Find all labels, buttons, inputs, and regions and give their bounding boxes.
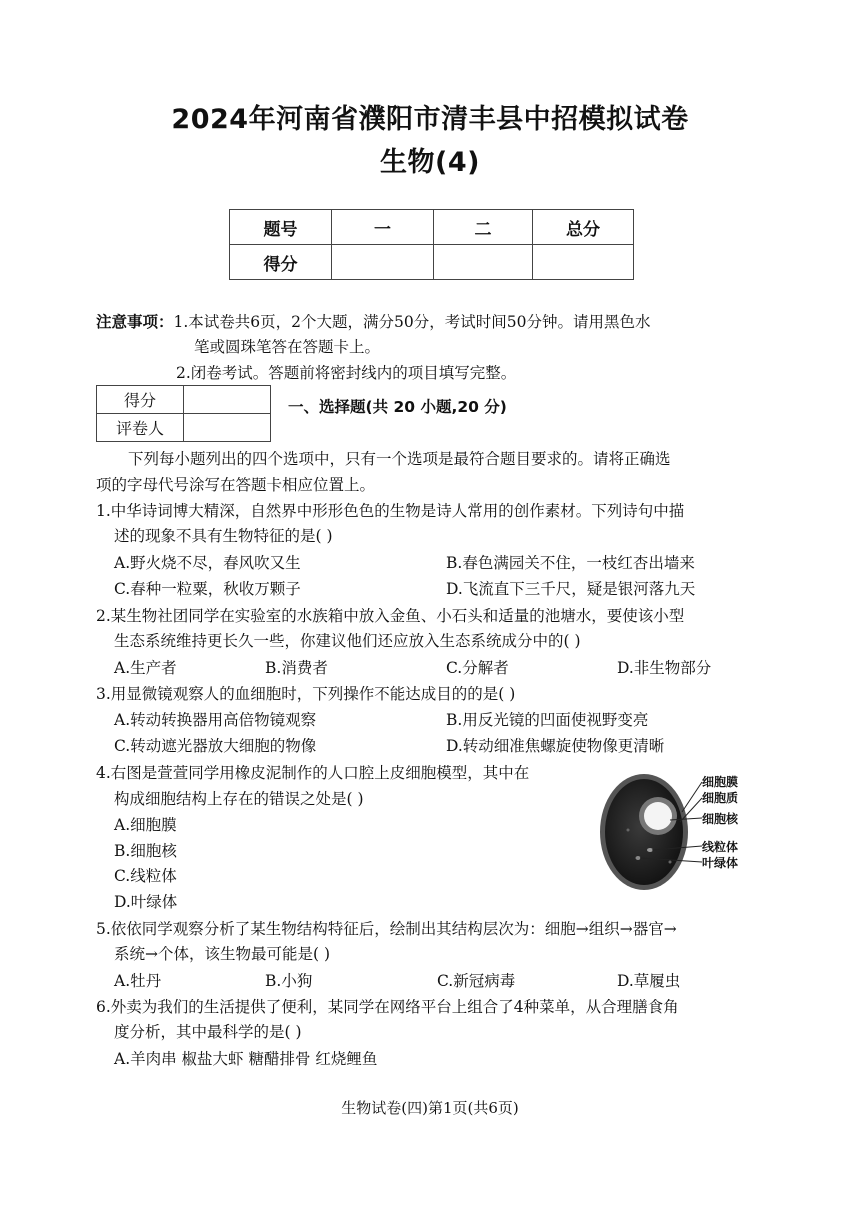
question-4-line2: 构成细胞结构上存在的错误之处是( ) <box>114 790 364 808</box>
question-4-line1: 4.右图是萱萱同学用橡皮泥制作的人口腔上皮细胞模型，其中在 <box>96 764 530 782</box>
question-2-option-c[interactable]: C.分解者 <box>446 659 509 677</box>
question-6-line2: 度分析，其中最科学的是( ) <box>114 1023 302 1041</box>
score-row-label: 得分 <box>230 245 332 280</box>
question-3-option-b[interactable]: B.用反光镜的凹面使视野变亮 <box>446 711 649 729</box>
notes-item1-line1: 注意事项：1.本试卷共6页，2个大题，满分50分，考试时间50分钟。请用黑色水 <box>96 313 651 331</box>
notes-item1-line2: 笔或圆珠笔答在答题卡上。 <box>194 338 381 356</box>
exam-subtitle: 生物(4) <box>380 147 480 178</box>
question-5-option-a[interactable]: A.牡丹 <box>114 972 162 990</box>
question-4-option-a[interactable]: A.细胞膜 <box>114 816 177 834</box>
question-1-line2: 述的现象不具有生物特征的是( ) <box>114 527 333 545</box>
question-5-line2: 系统→个体，该生物最可能是( ) <box>114 945 331 963</box>
question-5-option-d[interactable]: D.草履虫 <box>617 972 681 990</box>
question-2-option-b[interactable]: B.消费者 <box>265 659 328 677</box>
question-5-line1: 5.依依同学观察分析了某生物结构特征后，绘制出其结构层次为：细胞→组织→器官→ <box>96 920 677 938</box>
page-footer: 生物试卷(四)第1页(共6页) <box>341 1099 519 1117</box>
figure-label-mitochondria: 线粒体 <box>702 840 739 854</box>
question-4-option-d[interactable]: D.叶绿体 <box>114 893 178 911</box>
score-table <box>229 209 634 280</box>
figure-label-membrane: 细胞膜 <box>702 775 739 789</box>
score-header-part2: 二 <box>434 210 533 245</box>
score-cell-part2[interactable] <box>434 245 533 280</box>
score-cell-total[interactable] <box>533 245 634 280</box>
question-3-option-c[interactable]: C.转动遮光器放大细胞的物像 <box>114 737 317 755</box>
grader-score-label: 得分 <box>97 386 184 414</box>
question-2-option-a[interactable]: A.生产者 <box>114 659 177 677</box>
question-6-line1: 6.外卖为我们的生活提供了便利，某同学在网络平台上组合了4种菜单，从合理膳食角 <box>96 998 679 1016</box>
grader-box <box>96 385 271 442</box>
question-1-option-d[interactable]: D.飞流直下三千尺，疑是银河落九天 <box>446 580 696 598</box>
question-1-option-b[interactable]: B.春色满园关不住，一枝红杏出墙来 <box>446 554 695 572</box>
grader-score-cell[interactable] <box>184 386 271 414</box>
question-6-option-a[interactable]: A.羊肉串 椒盐大虾 糖醋排骨 红烧鲤鱼 <box>114 1050 378 1068</box>
score-header-total: 总分 <box>533 210 634 245</box>
question-2-option-d[interactable]: D.非生物部分 <box>617 659 712 677</box>
question-2-line1: 2.某生物社团同学在实验室的水族箱中放入金鱼、小石头和适量的池塘水，要使该小型 <box>96 607 685 625</box>
question-5-option-b[interactable]: B.小狗 <box>265 972 313 990</box>
question-2-line2: 生态系统维持更长久一些，你建议他们还应放入生态系统成分中的( ) <box>114 632 581 650</box>
cell-model-figure <box>598 770 774 898</box>
question-3-option-a[interactable]: A.转动转换器用高倍物镜观察 <box>114 711 317 729</box>
question-3-option-d[interactable]: D.转动细准焦螺旋使物像更清晰 <box>446 737 665 755</box>
grader-name-cell[interactable] <box>184 414 271 442</box>
figure-label-chloroplast: 叶绿体 <box>702 856 739 870</box>
figure-label-cytoplasm: 细胞质 <box>702 791 739 805</box>
section1-intro-line2: 项的字母代号涂写在答题卡相应位置上。 <box>96 476 376 494</box>
score-header-number: 题号 <box>230 210 332 245</box>
notes-label: 注意事项： <box>96 313 174 331</box>
notes-item2: 2.闭卷考试。答题前将密封线内的项目填写完整。 <box>176 364 517 382</box>
question-3-line1: 3.用显微镜观察人的血细胞时，下列操作不能达成目的的是( ) <box>96 685 516 703</box>
grader-name-label: 评卷人 <box>97 414 184 442</box>
cell-model-illustration <box>598 770 774 898</box>
question-4-option-b[interactable]: B.细胞核 <box>114 842 177 860</box>
score-cell-part1[interactable] <box>332 245 434 280</box>
chloroplast-shape <box>636 856 641 860</box>
section1-intro-line1: 下列每小题列出的四个选项中，只有一个选项是最符合题目要求的。请将正确选 <box>128 450 671 468</box>
section1-heading: 一、选择题(共 20 小题,20 分) <box>288 398 507 416</box>
question-1-option-a[interactable]: A.野火烧不尽，春风吹又生 <box>114 554 301 572</box>
figure-label-nucleus: 细胞核 <box>702 812 739 826</box>
question-5-option-c[interactable]: C.新冠病毒 <box>437 972 516 990</box>
question-1-line1: 1.中华诗词博大精深，自然界中形形色色的生物是诗人常用的创作素材。下列诗句中描 <box>96 502 685 520</box>
question-4-option-c[interactable]: C.线粒体 <box>114 867 177 885</box>
exam-title: 2024年河南省濮阳市清丰县中招模拟试卷 <box>171 104 689 135</box>
nucleus-shape <box>644 802 672 830</box>
score-header-part1: 一 <box>332 210 434 245</box>
question-1-option-c[interactable]: C.春种一粒粟，秋收万颗子 <box>114 580 301 598</box>
cytoplasm-shape <box>605 779 683 885</box>
